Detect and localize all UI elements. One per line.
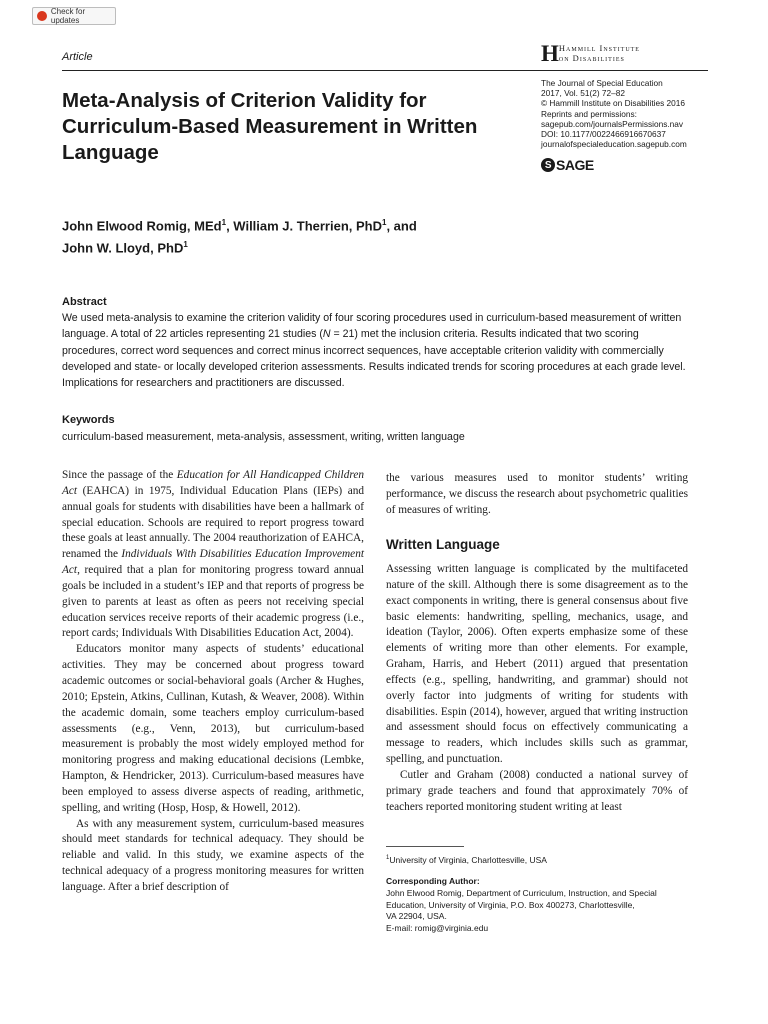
sage-circle-icon: S: [541, 158, 555, 172]
abstract-n-symbol: N: [322, 328, 331, 341]
logo-line-1: Hammill Institute: [558, 43, 640, 53]
journal-info-line: Reprints and permissions:: [541, 108, 637, 119]
author-separator: ,: [226, 218, 234, 234]
author-name: William J. Therrien, PhD: [233, 218, 382, 234]
body-column-right-top: [386, 471, 688, 519]
logo-line-2: on Disabilities: [558, 53, 625, 63]
keywords-heading: Keywords: [62, 414, 115, 426]
body-paragraph: Assessing written language is complicated by the multifaceted nature of the skill. Although there is some disagreement as to the exact components in writing, there is general consensus about five basic elements: handwriting, spelling, mechanics, usage, and ideation (Taylor, 2006). Often experts emphasize some of these elements of writing more than other elements. For example, Graham, Harris, and Hebert (2011) argued that presentation effects (e.g., spelling, handwriting, and grammar) should not overly factor into judgments of writing for students with disabilities. Espin (2014), however, argued that writing instruction and assessment should focus on effectively communicating a message to readers, which includes skills such as grammar, spelling, and punctuation.: [386, 563, 688, 766]
check-for-updates-label: Check for updates: [50, 7, 86, 25]
journal-website-link[interactable]: journalofspecialeducation.sagepub.com: [541, 139, 687, 150]
abstract-part: = 21) met the inclusion criteria. Results indicated that two scoring procedures, correct word sequences and correct minus incorrect sequences, have acceptable criterion validity with commercially developed and state- or locally developed criterion assessments. Results indicated trends for scoring procedures at each grade level. Implications for researchers and practitioners are discussed.: [62, 328, 686, 390]
affiliation-mark: 1: [183, 240, 188, 250]
body-column-left: [62, 468, 364, 896]
journal-info-line: 2017, Vol. 51(2) 72–82: [541, 88, 625, 99]
text-run: Since the passage of the: [62, 469, 177, 481]
keywords-text: curriculum-based measurement, meta-analysis, assessment, writing, written language: [62, 431, 465, 443]
body-paragraph: As with any measurement system, curriculum-based measures should meet standards for technical adequacy. They should be reliable and valid. In this study, we examine aspects of the technical adequacy of a progress monitoring measures for written language. After a brief description of: [62, 817, 364, 893]
italic-run: Education for All Handicapped Children Act: [62, 469, 364, 497]
body-paragraph: the various measures used to monitor students’ writing performance, we discuss the research about psychometric qualities of measures of writing.: [386, 472, 688, 516]
sage-logo: [541, 157, 594, 173]
permissions-link[interactable]: sagepub.com/journalsPermissions.nav: [541, 118, 684, 129]
author-list: [62, 213, 522, 258]
article-title: Meta-Analysis of Criterion Validity for Curriculum-Based Measurement in Written Language: [62, 89, 478, 164]
publisher-logo: [541, 43, 640, 65]
body-column-right: [386, 562, 688, 816]
section-heading: Written Language: [386, 537, 500, 552]
check-for-updates-badge[interactable]: [32, 7, 116, 25]
affiliation-mark: 1: [221, 218, 227, 227]
journal-info-line: © Hammill Institute on Disabilities 2016: [541, 98, 685, 109]
author-name: John W. Lloyd, PhD: [62, 240, 184, 256]
author-separator: , and: [386, 218, 417, 234]
journal-info: [541, 78, 687, 149]
footnote-rule: [386, 846, 464, 847]
email-link[interactable]: E-mail: romig@virginia.edu: [386, 922, 489, 933]
footnote-mark: 1: [386, 855, 390, 861]
affiliation-mark: 1: [382, 218, 387, 227]
corr-line: Education, University of Virginia, P.O. Box 400273, Charlottesville,: [386, 899, 635, 910]
text-run: , required that a plan for monitoring progress toward annual goals be included in a student’s IEP and that reports of progress be given to parents at least as often as peers not receiving special education services receive reports of their academic progress (i.e., report cards; Individuals With Disabilities Education Act, 2004).: [62, 564, 364, 640]
body-paragraph: Cutler and Graham (2008) conducted a national survey of primary grade teachers and found that approximately 70% of teachers reported monitoring student writing at least: [386, 768, 688, 813]
abstract-part: We used meta-analysis to examine the criterion validity of four scoring procedures used in curriculum-based measurement of written language. A total of 22 articles representing 21 studies (: [62, 312, 682, 341]
header-rule: [62, 70, 708, 71]
sage-wordmark: SAGE: [556, 157, 594, 173]
body-paragraph: Educators monitor many aspects of students’ educational activities. They may be concerned about progress toward academic outcomes or social-behavioral goals (Archer & Hughes, 2010; Epstein, Atkins, Cullinan, Kutash, & Weaver, 2008). Within the academic domain, some teachers employ curriculum-based assessments (e.g., Venn, 2013), but curriculum-based measurement is probably the most widely employed method for monitoring progress and making educational decisions (Lembke, Hampton, & Hendricker, 2013). Curriculum-based measures have been employed to assess diverse aspects of reading, arithmetic, spelling, and writing (Hosp, Hosp, & Howell, 2012).: [62, 643, 364, 814]
update-icon: [37, 11, 47, 21]
logo-mark: H: [541, 41, 558, 66]
corr-line: John Elwood Romig, Department of Curriculum, Instruction, and Special: [386, 888, 657, 898]
corresponding-author-heading: Corresponding Author:: [386, 876, 480, 886]
text-run: (EAHCA) in 1975, Individual Education Plans (IEPs) and annual goals for students with disabilities have been a hallmark of special education. Schools are required to report progress toward these goals at least annually. The 2004 reauthorization of EAHCA, renamed the: [62, 484, 364, 561]
body-paragraph: [62, 468, 364, 642]
article-type-label: Article: [62, 51, 93, 63]
doi-link[interactable]: DOI: 10.1177/0022466916670637: [541, 129, 666, 140]
abstract-text: [62, 310, 690, 391]
abstract-heading: Abstract: [62, 296, 107, 308]
logo-text: [559, 43, 640, 63]
affiliation-text: University of Virginia, Charlottesville, USA: [389, 854, 547, 865]
corresponding-author-details: [386, 888, 706, 934]
italic-run: Individuals With Disabilities Education Improvement Act: [62, 548, 364, 577]
affiliation-footnote: [386, 853, 706, 866]
journal-info-line: The Journal of Special Education: [541, 78, 663, 88]
author-name: John Elwood Romig, MEd: [62, 218, 222, 234]
corr-line: VA 22904, USA.: [386, 911, 447, 921]
